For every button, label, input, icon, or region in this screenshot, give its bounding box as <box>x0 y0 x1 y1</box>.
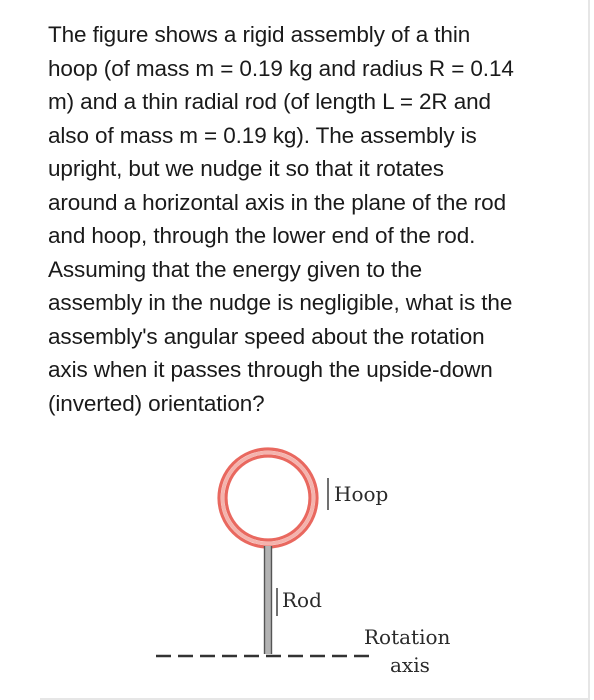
question-line: and hoop, through the lower end of the rod. <box>48 223 476 248</box>
question-line: around a horizontal axis in the plane of the rod <box>48 189 507 215</box>
question-line: (inverted) orientation? <box>48 390 265 416</box>
question-line: The figure shows a rigid assembly of a thin <box>48 22 471 47</box>
axis-label-line2: axis <box>390 653 430 677</box>
question-line: upright, but we nudge it so that it rotates <box>48 156 444 181</box>
question-line: axis when it passes through the upside-down <box>48 357 493 382</box>
hoop-rod-figure <box>140 438 480 688</box>
hoop-label: Hoop <box>334 482 389 506</box>
question-line: assembly's angular speed about the rotation <box>48 323 485 349</box>
question-line: assembly in the nudge is negligible, what is the <box>48 290 513 315</box>
right-divider <box>588 0 590 700</box>
question-line: m) and a thin radial rod (of length L = 2R and <box>48 89 491 114</box>
question-line: hoop (of mass m = 0.19 kg and radius R = 0.14 <box>48 55 514 81</box>
rod-label: Rod <box>282 588 322 612</box>
hoop-ring <box>219 449 317 547</box>
question-text <box>48 18 548 420</box>
question-line: also of mass m = 0.19 kg). The assembly is <box>48 122 477 148</box>
figure-svg <box>140 438 480 688</box>
axis-label-line1: Rotation <box>364 625 451 649</box>
question-line: Assuming that the energy given to the <box>48 256 423 282</box>
rod <box>264 546 272 654</box>
